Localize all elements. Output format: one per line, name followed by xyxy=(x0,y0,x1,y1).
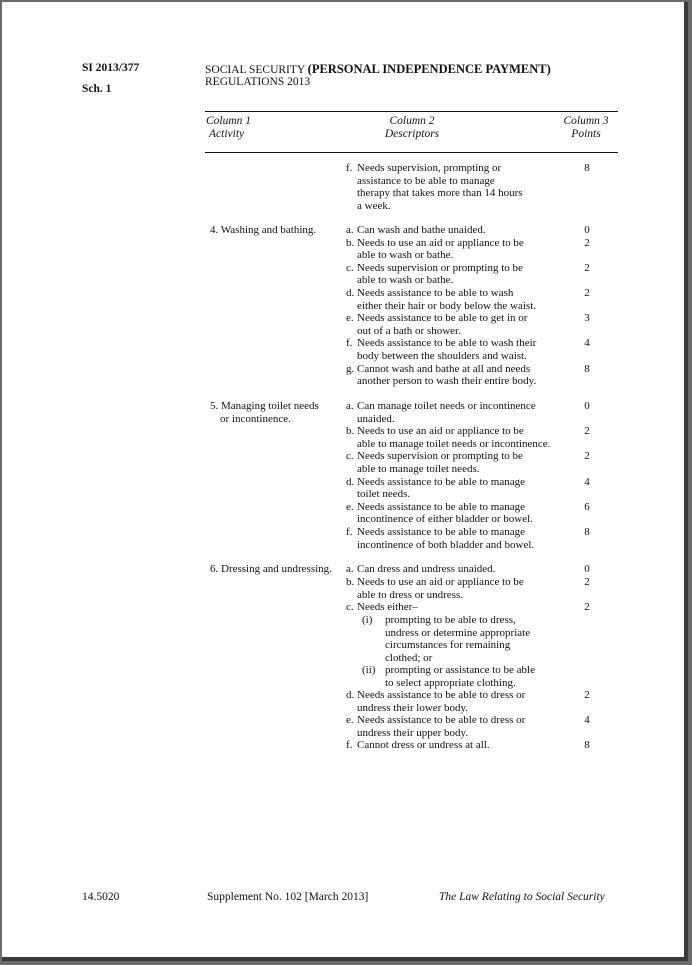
title-line2: REGULATIONS 2013 xyxy=(205,76,311,88)
descriptor-5d xyxy=(346,476,578,501)
descriptor-line: Needs assistance to be able to get in or xyxy=(357,312,528,325)
descriptor-line: able to manage toilet needs or incontinence. xyxy=(357,437,551,450)
descriptor-line: Needs to use an aid or appliance to be xyxy=(357,576,524,588)
points-3f: 8 xyxy=(584,162,590,174)
supplement-note: Supplement No. 102 [March 2013] xyxy=(207,891,369,903)
column1-subtitle: Activity xyxy=(209,128,245,140)
points-4g: 8 xyxy=(584,362,590,375)
series-title: The Law Relating to Social Security xyxy=(439,891,605,903)
descriptor-label: f. xyxy=(346,739,353,751)
descriptor-line: Can dress and undress unaided. xyxy=(357,563,496,575)
points-5a: 0 xyxy=(584,400,590,412)
column2-subtitle: Descriptors xyxy=(384,128,440,140)
column3-subtitle: Points xyxy=(571,128,601,140)
page-number: 14.5020 xyxy=(82,891,120,903)
points-5c: 2 xyxy=(584,450,590,463)
sub-item-number: (i) xyxy=(362,614,373,626)
descriptor-4g xyxy=(346,363,578,388)
descriptor-label: d. xyxy=(346,689,355,701)
descriptor-line: Needs to use an aid or appliance to be xyxy=(357,425,524,438)
descriptor-line: Needs supervision or prompting to be xyxy=(357,450,523,463)
points-6f: 8 xyxy=(584,739,590,751)
descriptor-line: a week. xyxy=(357,199,391,212)
activity-label-line: 5. Managing toilet needs xyxy=(210,400,319,412)
document-title xyxy=(205,63,625,88)
activity-6-label: 6. Dressing and undressing. xyxy=(210,563,332,575)
column1-header xyxy=(206,115,256,141)
points-4b: 2 xyxy=(584,236,590,249)
descriptor-5e xyxy=(346,501,578,526)
descriptor-line: Needs assistance to be able to manage xyxy=(357,526,525,538)
descriptor-line: to select appropriate clothing. xyxy=(385,676,516,689)
column1-title: Column 1 xyxy=(206,115,252,127)
descriptor-line: undress their lower body. xyxy=(357,701,469,714)
descriptor-line: Needs to use an aid or appliance to be xyxy=(357,236,524,249)
points-6d: 2 xyxy=(584,689,590,701)
points-5e: 6 xyxy=(584,500,590,513)
descriptor-5f xyxy=(346,526,578,551)
descriptor-3f xyxy=(346,162,578,212)
sub-item-number: (ii) xyxy=(362,664,376,676)
descriptor-label: d. xyxy=(346,475,355,488)
descriptor-label: g. xyxy=(346,362,355,375)
descriptor-line: incontinence of either bladder or bowel. xyxy=(357,513,533,526)
points-6a: 0 xyxy=(584,563,590,575)
descriptor-label: a. xyxy=(346,563,354,575)
descriptor-line: Needs assistance to be able to dress or xyxy=(357,714,526,726)
descriptor-label: b. xyxy=(346,236,355,249)
descriptor-4b xyxy=(346,237,578,262)
descriptor-line: body between the shoulders and waist. xyxy=(357,349,527,362)
descriptor-line: able to manage toilet needs. xyxy=(357,462,480,475)
descriptor-line: unaided. xyxy=(357,412,395,425)
column2-title: Column 2 xyxy=(389,115,435,127)
column3-header xyxy=(558,115,614,141)
descriptor-line: Cannot dress or undress at all. xyxy=(357,739,490,751)
points-5d: 4 xyxy=(584,475,590,488)
descriptor-label: a. xyxy=(346,224,354,236)
descriptor-label: c. xyxy=(346,601,354,613)
descriptor-label: e. xyxy=(346,312,354,325)
descriptor-label: c. xyxy=(346,450,354,463)
descriptor-label: f. xyxy=(346,526,353,538)
descriptor-line: Needs assistance to be able to wash their xyxy=(357,337,537,350)
descriptor-line: prompting or assistance to be able xyxy=(385,664,535,676)
descriptor-line: Needs assistance to be able to dress or xyxy=(357,689,526,701)
descriptor-4c xyxy=(346,262,578,287)
descriptor-line: Needs either– xyxy=(357,601,418,613)
descriptor-line: either their hair or body below the waist. xyxy=(357,299,537,312)
descriptor-label: b. xyxy=(346,425,355,438)
descriptor-4d xyxy=(346,287,578,312)
descriptor-6c-i xyxy=(362,614,562,664)
schedule-reference: Sch. 1 xyxy=(82,83,112,95)
descriptor-line: undress their upper body. xyxy=(357,726,469,739)
descriptor-line: undress or determine appropriate xyxy=(385,626,531,639)
table-header-rule xyxy=(205,152,618,153)
activity-5-label xyxy=(210,400,340,425)
descriptor-line: assistance to be able to manage xyxy=(357,174,495,187)
descriptor-4f xyxy=(346,337,578,362)
column3-title: Column 3 xyxy=(563,115,609,127)
descriptor-6a xyxy=(346,563,578,576)
activity-label-line: or incontinence. xyxy=(220,412,291,425)
descriptor-line: Needs supervision, prompting or xyxy=(357,162,502,174)
descriptor-line: Needs assistance to be able to manage xyxy=(357,500,525,513)
descriptor-6e xyxy=(346,714,578,739)
points-5f: 8 xyxy=(584,526,590,538)
points-5b: 2 xyxy=(584,425,590,438)
descriptor-line: Can wash and bathe unaided. xyxy=(357,224,486,236)
descriptor-5c xyxy=(346,450,578,475)
descriptor-label: e. xyxy=(346,714,354,726)
descriptor-6d xyxy=(346,689,578,714)
descriptor-line: able to dress or undress. xyxy=(357,588,464,601)
descriptor-4a xyxy=(346,224,578,237)
descriptor-line: Cannot wash and bathe at all and needs xyxy=(357,362,531,375)
descriptor-label: e. xyxy=(346,500,354,513)
title-bold: (PERSONAL INDEPENDENCE PAYMENT) xyxy=(307,62,551,76)
descriptor-line: incontinence of both bladder and bowel. xyxy=(357,538,535,551)
table-top-rule xyxy=(205,111,618,112)
title-prefix: SOCIAL SECURITY xyxy=(205,64,308,76)
activity-4-label: 4. Washing and bathing. xyxy=(210,224,317,236)
descriptor-label: b. xyxy=(346,576,355,588)
descriptor-line: Needs assistance to be able to wash xyxy=(357,287,514,299)
descriptor-line: clothed; or xyxy=(385,651,433,664)
descriptor-line: toilet needs. xyxy=(357,488,411,501)
descriptor-6b xyxy=(346,576,578,601)
points-4e: 3 xyxy=(584,312,590,325)
descriptor-line: out of a bath or shower. xyxy=(357,324,461,337)
descriptor-label: d. xyxy=(346,287,355,299)
descriptor-line: another person to wash their entire body. xyxy=(357,375,537,388)
descriptor-5a xyxy=(346,400,578,425)
descriptor-6c xyxy=(346,601,578,614)
descriptor-line: circumstances for remaining xyxy=(385,639,511,652)
descriptor-label: f. xyxy=(346,337,353,350)
column2-header xyxy=(362,115,462,141)
si-reference: SI 2013/377 xyxy=(82,62,140,74)
points-6b: 2 xyxy=(584,576,590,588)
document-page xyxy=(2,2,688,961)
descriptor-6f xyxy=(346,739,578,752)
points-4f: 4 xyxy=(584,337,590,350)
descriptor-label: c. xyxy=(346,261,354,274)
descriptor-line: Needs assistance to be able to manage xyxy=(357,475,525,488)
points-4a: 0 xyxy=(584,224,590,236)
descriptor-label: a. xyxy=(346,400,354,412)
points-4d: 2 xyxy=(584,287,590,299)
descriptor-4e xyxy=(346,312,578,337)
descriptor-line: Can manage toilet needs or incontinence xyxy=(357,400,536,412)
descriptor-line: prompting to be able to dress, xyxy=(385,614,516,626)
points-6e: 4 xyxy=(584,714,590,726)
descriptor-line: able to wash or bathe. xyxy=(357,274,454,287)
points-6c: 2 xyxy=(584,601,590,613)
descriptor-line: therapy that takes more than 14 hours xyxy=(357,187,523,200)
descriptor-label: f. xyxy=(346,162,353,174)
descriptor-6c-ii xyxy=(362,664,562,689)
points-4c: 2 xyxy=(584,261,590,274)
descriptor-line: able to wash or bathe. xyxy=(357,249,454,262)
descriptor-line: Needs supervision or prompting to be xyxy=(357,261,523,274)
descriptor-5b xyxy=(346,425,578,450)
